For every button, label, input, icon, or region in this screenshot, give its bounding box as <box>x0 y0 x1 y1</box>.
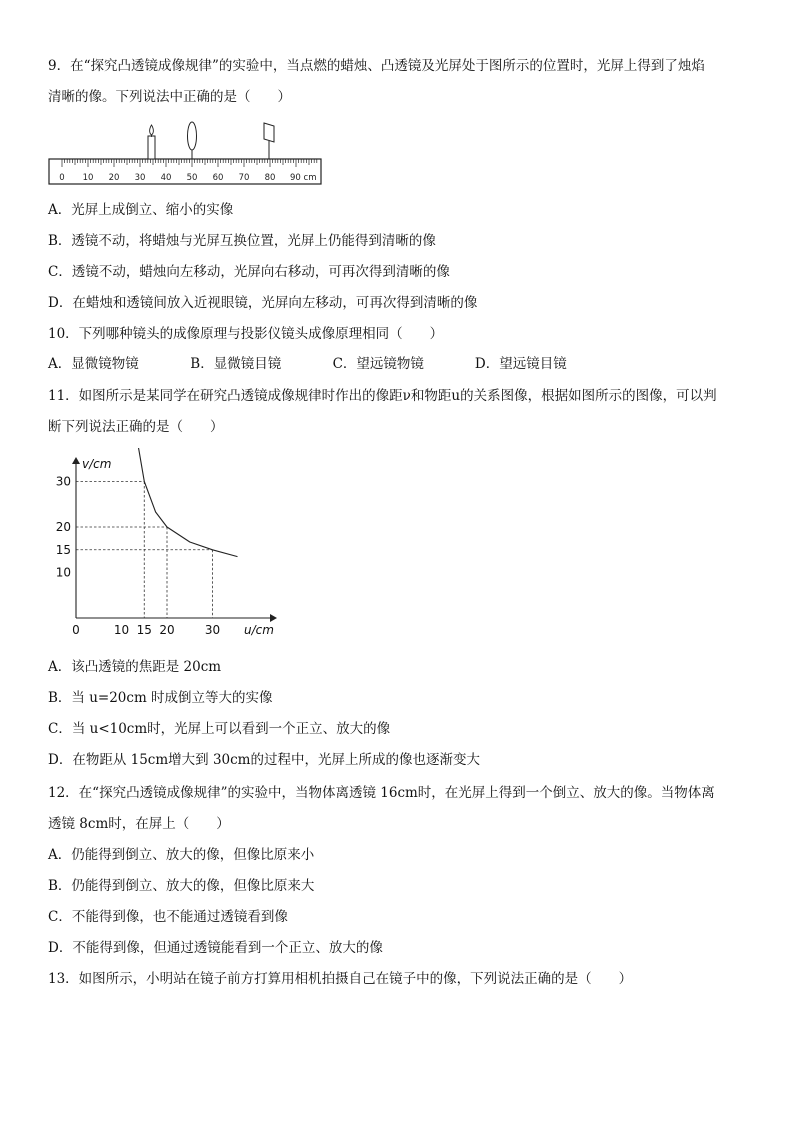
q11-option-a: A．该凸透镜的焦距是 20cm <box>48 659 222 675</box>
ruler-label: 50 <box>186 173 198 183</box>
y-tick-label: 10 <box>55 565 71 580</box>
q11-option-d: D．在物距从 15cm增大到 30cm的过程中，光屏上所成的像也逐渐变大 <box>48 752 480 768</box>
ruler-label: 80 <box>264 173 276 183</box>
v-u-curve <box>138 448 237 557</box>
q10-option-d: D．望远镜目镜 <box>474 356 567 372</box>
y-tick-label: 30 <box>55 474 71 489</box>
candle-icon <box>148 125 155 159</box>
q12-option-a: A．仍能得到倒立、放大的像，但像比原来小 <box>48 847 315 863</box>
q13-stem: 13．如图所示，小明站在镜子前方打算用相机拍摄自己在镜子中的像，下列说法正确的是（ ） <box>48 971 633 987</box>
ruler-label: 10 <box>82 173 94 183</box>
y-tick-label: 20 <box>55 520 71 534</box>
q12-option-b: B．仍能得到倒立、放大的像，但像比原来大 <box>48 878 315 894</box>
ruler-label: 0 <box>59 173 65 183</box>
q10-option-a: A．显微镜物镜 <box>48 356 139 372</box>
x-axis-label: u/cm <box>244 623 274 637</box>
light-screen-icon <box>264 123 274 159</box>
q12-option-d: D．不能得到像，但通过透镜能看到一个正立、放大的像 <box>48 940 383 956</box>
x-tick-label: 15 <box>136 623 152 637</box>
q9-option-b: B．透镜不动，将蜡烛与光屏互换位置，光屏上仍能得到清晰的像 <box>48 233 436 249</box>
q12-stem-line2: 透镜 8cm时，在屏上（ ） <box>48 816 230 832</box>
q9-stem-line1: 9．在“探究凸透镜成像规律”的实验中，当点燃的蜡烛、凸透镜及光屏处于图所示的位置时，光屏上得到了烛焰 <box>48 58 705 74</box>
q11-option-b: B．当 u=20cm 时成倒立等大的实像 <box>48 690 273 706</box>
x-tick-label: 10 <box>113 623 130 637</box>
x-tick-label: 30 <box>204 623 221 637</box>
y-axis-arrow <box>72 457 80 464</box>
q10-option-c: C．望远镜物镜 <box>332 356 424 372</box>
q9-option-d: D．在蜡烛和透镜间放入近视眼镜，光屏向左移动，可再次得到清晰的像 <box>48 295 478 311</box>
ruler-label: 40 <box>160 173 172 183</box>
ruler-label: 60 <box>212 173 224 183</box>
q11-stem-line2: 断下列说法正确的是（ ） <box>48 419 224 435</box>
q11-option-c: C．当 u<10cm时，光屏上可以看到一个正立、放大的像 <box>48 721 391 737</box>
convex-lens-icon <box>188 122 197 159</box>
ruler-label: 90 cm <box>290 173 317 183</box>
x-tick-label: 0 <box>72 623 80 637</box>
optical-bench-figure <box>48 118 328 190</box>
q9-stem-line2: 清晰的像。下列说法中正确的是（ ） <box>48 89 291 105</box>
q12-option-c: C．不能得到像，也不能通过透镜看到像 <box>48 909 288 925</box>
y-tick-label: 15 <box>55 542 71 557</box>
ruler-label: 20 <box>108 173 120 183</box>
v-u-graph <box>48 448 288 644</box>
q10-stem: 10．下列哪种镜头的成像原理与投影仪镜头成像原理相同（ ） <box>48 326 444 342</box>
y-axis-label: v/cm <box>82 457 112 471</box>
q9-option-a: A．光屏上成倒立、缩小的实像 <box>48 202 234 218</box>
q10-option-b: B．显微镜目镜 <box>190 356 282 372</box>
x-axis-arrow <box>270 614 277 622</box>
q10-options <box>48 354 567 374</box>
q9-option-c: C．透镜不动，蜡烛向左移动，光屏向右移动，可再次得到清晰的像 <box>48 264 450 280</box>
q12-stem-line1: 12．在“探究凸透镜成像规律”的实验中，当物体离透镜 16cm时，在光屏上得到一个倒立、放大的像。当物体离 <box>48 785 715 801</box>
ruler-label: 70 <box>238 173 250 183</box>
x-tick-label: 20 <box>159 623 175 637</box>
ruler-label: 30 <box>134 173 146 183</box>
q11-stem-line1: 11．如图所示是某同学在研究凸透镜成像规律时作出的像距ν和物距u的关系图像，根据如图所示的图像，可以判 <box>48 388 717 404</box>
